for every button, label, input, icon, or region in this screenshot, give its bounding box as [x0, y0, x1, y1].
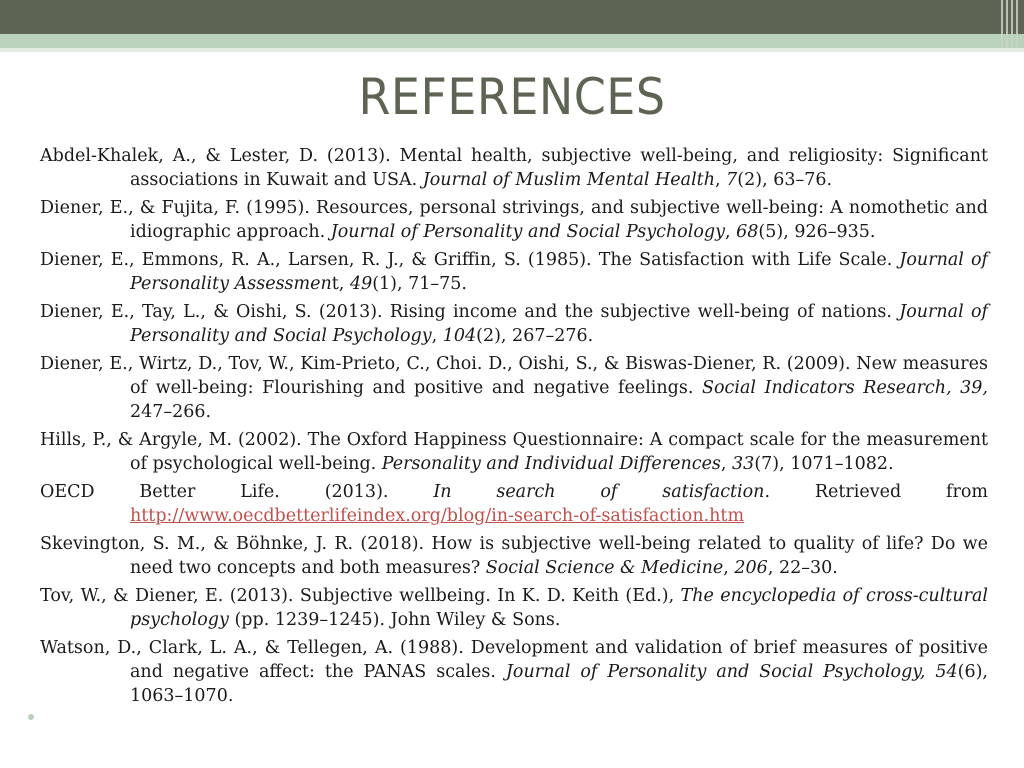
header-band-light [0, 34, 1024, 48]
reference-volume: 104 [442, 326, 477, 346]
reference-journal: Personality and Individual Differences [381, 454, 721, 474]
reference-rest: , 22–30. [767, 558, 838, 578]
reference-item [40, 144, 988, 192]
reference-journal: Journal of Personality and Social Psychology [330, 222, 725, 242]
reference-item [40, 480, 988, 528]
reference-journal: Journal of Muslim Mental Health [422, 170, 715, 190]
reference-journal: The encyclopedia of cross-cultural psychology [130, 586, 988, 630]
reference-authors: Watson, D., Clark, L. A., & Tellegen, A. (1988). Development and validation of brief measures of positive and negative affect: the PANAS scales. [40, 638, 988, 682]
reference-volume: 68 [736, 222, 759, 242]
reference-volume-sep: , [723, 558, 735, 578]
reference-rest: (pp. 1239–1245). John Wiley & Sons. [228, 610, 561, 630]
reference-authors: Abdel-Khalek, A., & Lester, D. (2013). Mental health, subjective well-being, and religiosity: Significant associations in Kuwait and USA. [40, 146, 988, 190]
reference-item [40, 196, 988, 244]
reference-item [40, 248, 988, 296]
reference-volume-sep: , [724, 222, 737, 242]
header-band-dark [0, 0, 1024, 34]
reference-journal: Journal of Personality and Social Psychology, 54 [505, 662, 958, 682]
empty-bullet-icon [28, 714, 34, 720]
reference-rest: (2), 63–76. [737, 170, 833, 190]
header-band-line [0, 48, 1024, 52]
reference-item [40, 532, 988, 580]
reference-journal: Social Science & Medicine [485, 558, 724, 578]
accent-line [1001, 0, 1003, 48]
header-accent-lines [990, 0, 1024, 48]
reference-journal: Social Indicators Research, 39, [702, 378, 988, 398]
reference-volume: 7 [726, 170, 738, 190]
reference-authors: Diener, E., & Fujita, F. (1995). Resources, personal strivings, and subjective well-being: A nomothetic and idiographic approach. [40, 198, 988, 242]
reference-rest: (1), 71–75. [372, 274, 467, 294]
reference-authors: OECD Better Life. (2013). [40, 482, 434, 502]
reference-item [40, 352, 988, 424]
reference-volume-sep: , [715, 170, 727, 190]
reference-rest: (7), 1071–1082. [754, 454, 894, 474]
reference-volume-sep: , [720, 454, 733, 474]
reference-rest: (6), 1063–1070. [130, 662, 988, 706]
reference-volume-sep: , [338, 274, 350, 294]
reference-volume: 206 [734, 558, 768, 578]
reference-item [40, 428, 988, 476]
reference-authors: Diener, E., Wirtz, D., Tov, W., Kim-Prieto, C., Choi. D., Oishi, S., & Biswas-Diener, R. (2009). New measures of well-being: Flourishing and positive and negative feelings. [40, 354, 988, 398]
reference-list [40, 144, 988, 712]
reference-authors: Hills, P., & Argyle, M. (2002). The Oxford Happiness Questionnaire: A compact scale for the measurement of psychological well-being. [40, 430, 988, 474]
reference-rest: 247–266. [130, 402, 212, 422]
reference-journal: Journal of Personality and Social Psychology [130, 302, 988, 346]
accent-line [1016, 0, 1018, 48]
reference-volume-sep: , [431, 326, 443, 346]
reference-item [40, 300, 988, 348]
reference-authors: Diener, E., Emmons, R. A., Larsen, R. J., & Griffin, S. (1985). The Satisfaction with Life Scale. [40, 250, 900, 270]
reference-authors: Tov, W., & Diener, E. (2013). Subjective wellbeing. In K. D. Keith (Ed.), [40, 586, 681, 606]
reference-item [40, 636, 988, 708]
reference-volume: 33 [732, 454, 755, 474]
accent-line [1011, 0, 1013, 48]
reference-journal: In search of satisfaction [433, 482, 765, 502]
reference-link[interactable]: http://www.oecdbetterlifeindex.org/blog/in-search-of-satisfaction.htm [130, 506, 745, 526]
reference-rest: . Retrieved from [764, 482, 988, 502]
reference-authors: Skevington, S. M., & Böhnke, J. R. (2018). How is subjective well-being related to quality of life? Do we need two concepts and both measures? [40, 534, 988, 578]
accent-line [1006, 0, 1008, 48]
slide-title: REFERENCES [358, 68, 666, 126]
reference-rest: (5), 926–935. [758, 222, 876, 242]
reference-journal-tail: t [331, 274, 339, 294]
reference-authors: Diener, E., Tay, L., & Oishi, S. (2013). Rising income and the subjective well-being of nations. [40, 302, 900, 322]
reference-item [40, 584, 988, 632]
reference-volume: 49 [349, 274, 373, 294]
reference-journal: Journal of Personality Assessmen [130, 250, 988, 294]
reference-rest: (2), 267–276. [476, 326, 594, 346]
